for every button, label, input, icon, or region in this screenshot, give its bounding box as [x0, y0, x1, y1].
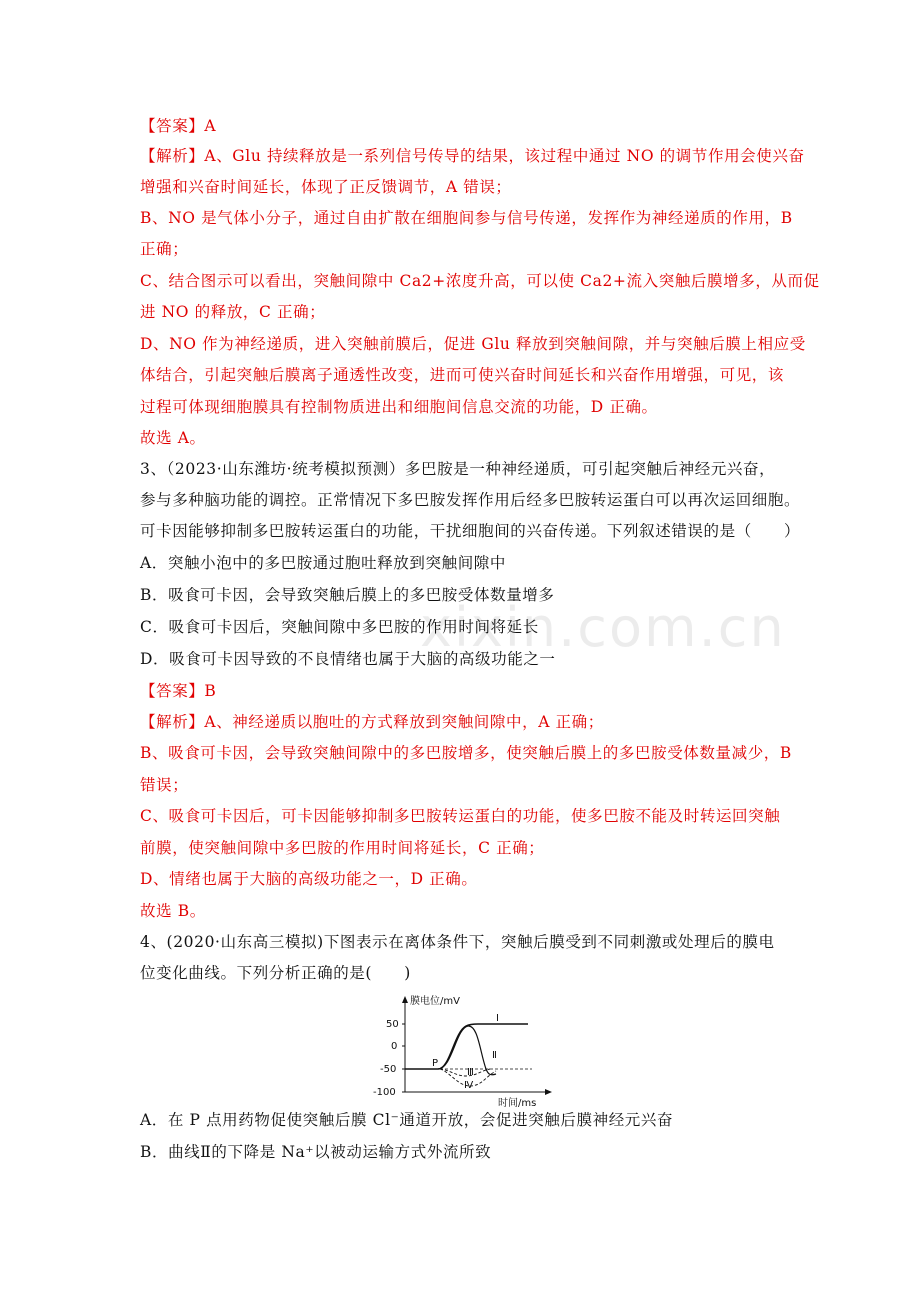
q3-stem-line: 可卡因能够抑制多巴胺转运蛋白的功能，干扰细胞间的兴奋传递。下列叙述错误的是（ ） — [140, 522, 801, 540]
y-tick-label: -100 — [373, 1087, 396, 1098]
curve-iv-label: Ⅳ — [464, 1080, 474, 1091]
q3-stem-line: 3、（2023·山东潍坊·统考模拟预测）多巴胺是一种神经递质，可引起突触后神经元兴奋， — [140, 460, 776, 478]
y-tick-label: 0 — [391, 1041, 398, 1052]
q3-option-a: A．突触小泡中的多巴胺通过胞吐释放到突触间隙中 — [140, 554, 506, 572]
q2-analysis-line: 【解析】A、Glu 持续释放是一系列信号传导的结果，该过程中通过 NO 的调节作用会使兴奋 — [140, 147, 805, 165]
q2-conclusion: 故选 A。 — [140, 429, 206, 447]
q2-analysis-line: D、NO 作为神经递质，进入突触前膜后，促进 Glu 释放到突触间隙，并与突触后膜上相应受 — [140, 335, 806, 353]
q4-stem-line: 4、(2020·山东高三模拟)下图表示在离体条件下，突触后膜受到不同刺激或处理后的膜电 — [140, 933, 775, 951]
membrane-potential-figure — [370, 992, 560, 1110]
curve-i — [405, 1024, 528, 1069]
y-axis-arrow — [402, 996, 408, 1003]
q2-analysis-line: 增强和兴奋时间延长，体现了正反馈调节，A 错误； — [140, 178, 512, 196]
y-axis-label: 膜电位/mV — [410, 996, 460, 1007]
q2-analysis-line: 体结合，引起突触后膜离子通透性改变，进而可使兴奋时间延长和兴奋作用增强，可见，该 — [140, 366, 785, 384]
curve-iii — [440, 1069, 490, 1076]
q2-answer: 【答案】A — [140, 117, 217, 135]
q3-stem-line: 参与多种脑功能的调控。正常情况下多巴胺发挥作用后经多巴胺转运蛋白可以再次运回细胞。 — [140, 491, 801, 509]
q4-option-b: B．曲线Ⅱ的下降是 Na⁺以被动运输方式外流所致 — [140, 1143, 492, 1161]
q3-answer: 【答案】B — [140, 682, 217, 700]
y-tick-label: 50 — [386, 1019, 399, 1030]
curve-ii-label: Ⅱ — [492, 1050, 497, 1061]
q3-conclusion: 故选 B。 — [140, 902, 206, 920]
q3-analysis-line: 错误； — [140, 776, 189, 794]
y-tick-label: -50 — [380, 1064, 397, 1075]
curve-i-label: Ⅰ — [496, 1013, 499, 1024]
q3-analysis-line: 前膜，使突触间隙中多巴胺的作用时间将延长，C 正确； — [140, 839, 545, 857]
q4-option-a: A．在 P 点用药物促使突触后膜 Cl⁻通道开放，会促进突触后膜神经元兴奋 — [140, 1111, 674, 1129]
q3-analysis-line: C、吸食可卡因后，可卡因能够抑制多巴胺转运蛋白的功能，使多巴胺不能及时转运回突触 — [140, 807, 781, 825]
q2-analysis-line: B、NO 是气体小分子，通过自由扩散在细胞间参与信号传递，发挥作为神经递质的作用，B — [140, 209, 793, 227]
x-axis-label: 时间/ms — [498, 1098, 537, 1109]
q2-analysis-line: 正确； — [140, 240, 189, 258]
q4-stem-line: 位变化曲线。下列分析正确的是( ) — [140, 964, 411, 982]
q3-option-b: B．吸食可卡因，会导致突触后膜上的多巴胺受体数量增多 — [140, 586, 555, 604]
q3-analysis-line: B、吸食可卡因，会导致突触间隙中的多巴胺增多，使突触后膜上的多巴胺受体数量减少，B — [140, 744, 792, 762]
q2-analysis-line: C、结合图示可以看出，突触间隙中 Ca2+浓度升高，可以使 Ca2+流入突触后膜增多，从而促 — [140, 272, 820, 290]
q3-analysis-line: 【解析】A、神经递质以胞吐的方式释放到突触间隙中，A 正确； — [140, 713, 604, 731]
curve-iii-label: Ⅲ — [467, 1067, 474, 1078]
q3-option-c: C．吸食可卡因后，突触间隙中多巴胺的作用时间将延长 — [140, 618, 539, 636]
point-p-label: P — [432, 1058, 439, 1069]
q3-analysis-line: D、情绪也属于大脑的高级功能之一，D 正确。 — [140, 870, 478, 888]
q2-analysis-line: 进 NO 的释放，C 正确； — [140, 303, 326, 321]
q3-option-d: D．吸食可卡因导致的不良情绪也属于大脑的高级功能之一 — [140, 650, 556, 668]
watermark: xixin.com.cn — [420, 596, 786, 659]
q2-analysis-line: 过程可体现细胞膜具有控制物质进出和细胞间信息交流的功能，D 正确。 — [140, 398, 658, 416]
x-axis-arrow — [545, 1089, 552, 1095]
